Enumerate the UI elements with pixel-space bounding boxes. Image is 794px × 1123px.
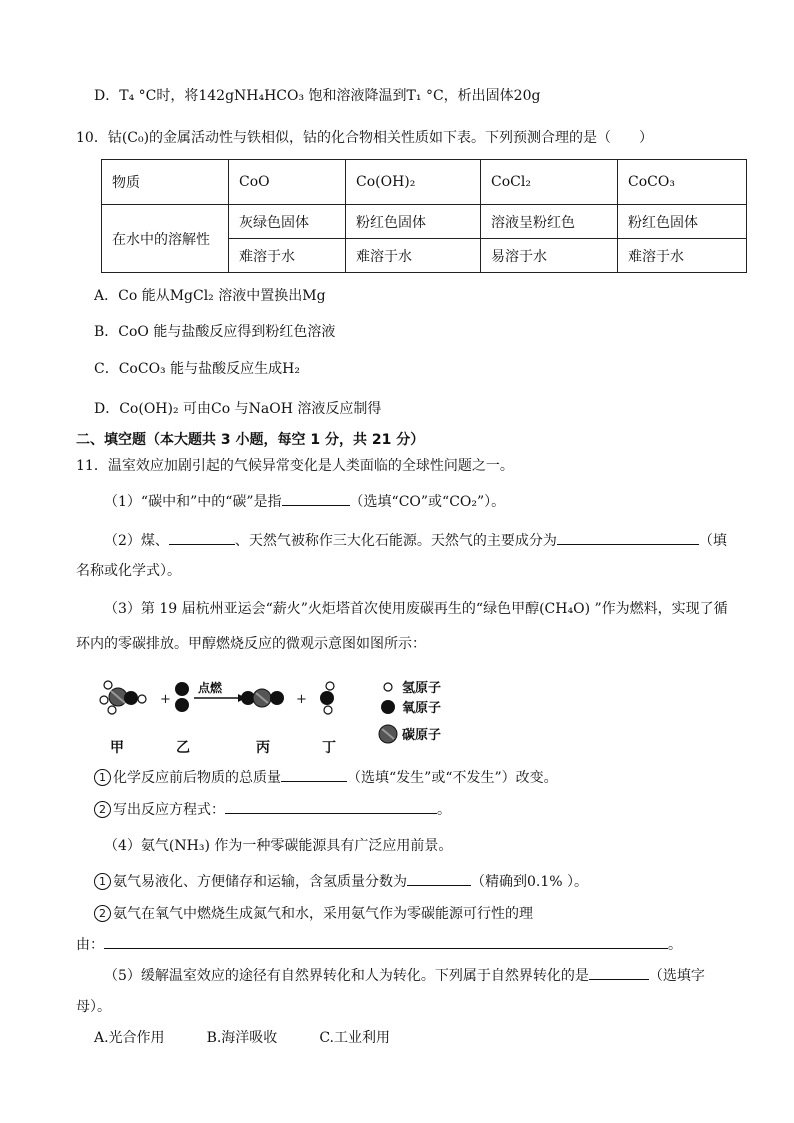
- option-c: C.工业利用: [319, 1030, 390, 1046]
- cobalt-compounds-table: [101, 159, 747, 273]
- legend-carbon: 碳原子: [402, 728, 442, 743]
- option-b: B.海洋吸收: [206, 1030, 278, 1046]
- circled-number: 2: [94, 905, 111, 922]
- table-cell: 难溶于水: [229, 239, 346, 273]
- table-cell: 溶液呈粉红色: [481, 205, 618, 239]
- q10-option-d: D．Co(OH)₂ 可由Co 与NaOH 溶液反应制得: [94, 401, 382, 417]
- q10-option-c: C．CoCO₃ 能与盐酸反应生成H₂: [94, 361, 300, 377]
- q11-stem: 11．温室效应加剧引起的气候异常变化是人类面临的全球性问题之一。: [76, 458, 514, 474]
- reaction-diagram: [96, 676, 476, 766]
- q11-part4-sub2: 2 氨气在氧气中燃烧生成氮气和水，采用氨气作为零碳能源可行性的理: [94, 903, 533, 925]
- circled-number: 1: [94, 769, 111, 786]
- legend-hydrogen: 氢原子: [402, 681, 442, 696]
- q9-option-d: D．T₄ °C时，将142gNH₄HCO₃ 饱和溶液降温到T₁ °C，析出固体20g: [94, 88, 541, 104]
- q11-part4-sub1: 1 氨气易液化、方便储存和运输，含氢质量分数为 （精确到0.1% ）。: [94, 871, 588, 893]
- plus-sign: +: [160, 692, 171, 707]
- table-cell: 难溶于水: [346, 239, 481, 273]
- table-header-cell: CoCl₂: [481, 160, 618, 205]
- label-ding: 丁: [322, 740, 336, 756]
- co2-molecule: [241, 689, 284, 707]
- table-row: [102, 205, 747, 239]
- methanol-molecule: [100, 681, 146, 714]
- answer-blank[interactable]: [104, 934, 668, 949]
- table-header-cell: CoCO₃: [618, 160, 747, 205]
- option-a: A.光合作用: [94, 1030, 165, 1046]
- q11-part3-cont: 环内的零碳排放。甲醇燃烧反应的微观示意图如图所示：: [76, 636, 426, 652]
- q11-part2: （2）煤、 、天然气被称作三大化石能源。天然气的主要成分为 （填: [104, 530, 727, 552]
- q11-part2-cont: 名称或化学式）。: [76, 563, 181, 579]
- q11-part5-options: [94, 1027, 390, 1049]
- table-cell: 粉红色固体: [346, 205, 481, 239]
- table-header-cell: Co(OH)₂: [346, 160, 481, 205]
- q11-part4-sub2-cont: 由： 。: [76, 934, 682, 956]
- table-header-cell: 物质: [102, 160, 229, 205]
- q11-part3-sub1: 1 化学反应前后物质的总质量 （选填“发生”或“不发生”）改变。: [94, 767, 558, 789]
- answer-blank[interactable]: [589, 965, 649, 980]
- water-molecule: [320, 682, 334, 714]
- table-cell: 灰绿色固体: [229, 205, 346, 239]
- q10-stem: 10．钴(C₀)的金属活动性与铁相似，钴的化合物相关性质如下表。下列预测合理的是（ ）: [76, 130, 654, 146]
- answer-blank[interactable]: [557, 530, 699, 545]
- table-cell: 粉红色固体: [618, 205, 747, 239]
- q10-option-b: B．CoO 能与盐酸反应得到粉红色溶液: [94, 324, 336, 340]
- q11-part5: （5）缓解温室效应的途径有自然界转化和人为转化。下列属于自然界转化的是 （选填字: [104, 965, 705, 987]
- answer-blank[interactable]: [281, 767, 347, 782]
- q11-part4: （4）氨气(NH₃) 作为一种零碳能源具有广泛应用前景。: [104, 838, 453, 854]
- hydrogen-atom-icon: [384, 683, 392, 691]
- q10-option-a: A．Co 能从MgCl₂ 溶液中置换出Mg: [94, 288, 326, 304]
- q11-part5-cont: 母）。: [76, 999, 111, 1015]
- answer-blank[interactable]: [282, 491, 350, 506]
- arrow-label: 点燃: [198, 681, 223, 695]
- answer-blank[interactable]: [225, 799, 437, 814]
- q11-part3-sub2: 2 写出反应方程式： 。: [94, 799, 451, 821]
- table-row-label: 在水中的溶解性: [102, 205, 229, 273]
- circled-number: 2: [94, 801, 111, 818]
- answer-blank[interactable]: [169, 530, 235, 545]
- diagram-legend: [379, 680, 441, 743]
- plus-sign: +: [296, 692, 307, 707]
- q11-part3: （3）第 19 届杭州亚运会“薪火”火炬塔首次使用废碳再生的“绿色甲醇(CH₄O) ”作为燃料，实现了循: [104, 601, 728, 617]
- label-bing: 丙: [256, 740, 270, 756]
- oxygen-atom-icon: [381, 700, 395, 714]
- table-header-cell: CoO: [229, 160, 346, 205]
- answer-blank[interactable]: [407, 871, 471, 886]
- label-jia: 甲: [110, 740, 124, 756]
- oxygen-molecule: [175, 682, 189, 712]
- label-yi: 乙: [176, 740, 190, 756]
- legend-oxygen: 氧原子: [402, 701, 442, 716]
- table-cell: 难溶于水: [618, 239, 747, 273]
- circled-number: 1: [94, 873, 111, 890]
- q11-part1: （1）“碳中和”中的“碳”是指 （选填“CO”或“CO₂”）。: [104, 491, 505, 513]
- table-header-row: [102, 160, 747, 205]
- section-title: 二、填空题（本大题共 3 小题，每空 1 分，共 21 分）: [76, 432, 425, 448]
- table-cell: 易溶于水: [481, 239, 618, 273]
